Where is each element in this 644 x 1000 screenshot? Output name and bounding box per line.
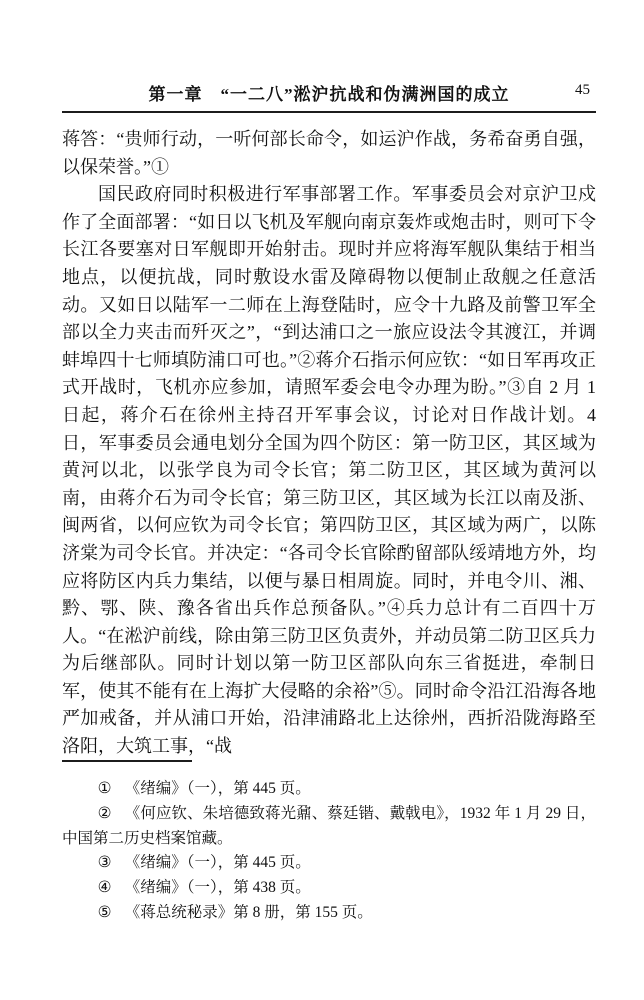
page-header [62, 80, 596, 113]
footnote-text: 《蒋总统秘录》第 8 册，第 155 页。 [124, 903, 373, 921]
footnote [62, 777, 596, 802]
footnote [62, 901, 596, 926]
footnote-separator [62, 760, 192, 762]
footnote [62, 802, 596, 852]
footnote-text: 《绪编》（一），第 445 页。 [124, 780, 311, 797]
body-text [62, 126, 596, 761]
footnote-marker: ① [97, 780, 112, 797]
chapter-heading: 第一章 “一二八”淞沪抗战和伪满洲国的成立 [148, 85, 510, 104]
paragraph: 国民政府同时积极进行军事部署工作。军事委员会对京沪卫戍作了全面部署：“如日以飞机及军舰向南京轰炸或炮击时，则可下令长江各要塞对日军舰即开始射击。现时并应将海军舰队集结于相当地点，以便抗战，同时敷设水雷及障碍物以便制止敌舰之任意活动。又如日以陆军一二师在上海登陆时，应令十九路及前警卫军全部以全力夹击而歼灭之”，“到达浦口之一旅应设法令其渡江，并调蚌埠四十七师填防浦口可也。”②蒋介石指示何应钦：“如日军再攻正式开战时，飞机亦应参加，请照军委会电令办理为盼。”③自 2 月 1 日起，蒋介石在徐州主持召开军事会议，讨论对日作战计划。4 日，军事委员会通电划分全国为四个防区：第一防卫区，其区域为黄河以北，以张学良为司令长官；第二防卫区，其区域为黄河以南，由蒋介石为司令长官；第三防卫区，其区域为长江以南及浙、闽两省，以何应钦为司令长官；第四防卫区，其区域为两广，以陈济棠为司令长官。并决定：“各司令长官除酌留部队绥靖地方外，均应将防区内兵力集结，以便与暴日相周旋。同时，并电令川、湘、黔、鄂、陕、豫各省出兵作总预备队。”④兵力总计有二百四十万人。“在淞沪前线，除由第三防卫区负责外，并动员第二防卫区兵力为后继部队。同时计划以第一防卫区部队向东三省挺进，牵制日军，使其不能有在上海扩大侵略的余裕”⑤。同时命令沿江沿海各地严加戒备，并从浦口开始，沿津浦路北上达徐州，西折沿陇海路至洛阳，大筑工事，“战 [62, 184, 596, 757]
footnote-marker: ⑤ [97, 903, 112, 921]
footnote-marker: ② [97, 804, 112, 822]
footnote-marker: ④ [97, 879, 112, 897]
footnote-text: 《绪编》（一），第 438 页。 [124, 879, 311, 897]
footnote-marker: ③ [97, 854, 112, 872]
footnote-text: 《何应钦、朱培德致蒋光鼐、蔡廷锴、戴戟电》，1932 年 1 月 29 日，中国第二历史档案馆藏。 [62, 804, 596, 847]
page-number: 45 [575, 82, 590, 98]
paragraph: 蒋答：“贵师行动，一听何部长命令，如运沪作战，务希奋勇自强，以保荣誉。”① [62, 129, 596, 177]
footnote [62, 876, 596, 901]
footnote-list [62, 777, 596, 926]
page-content [62, 80, 596, 761]
footnote [62, 851, 596, 876]
footnote-text: 《绪编》（一），第 445 页。 [124, 854, 311, 872]
footnotes [62, 760, 596, 926]
